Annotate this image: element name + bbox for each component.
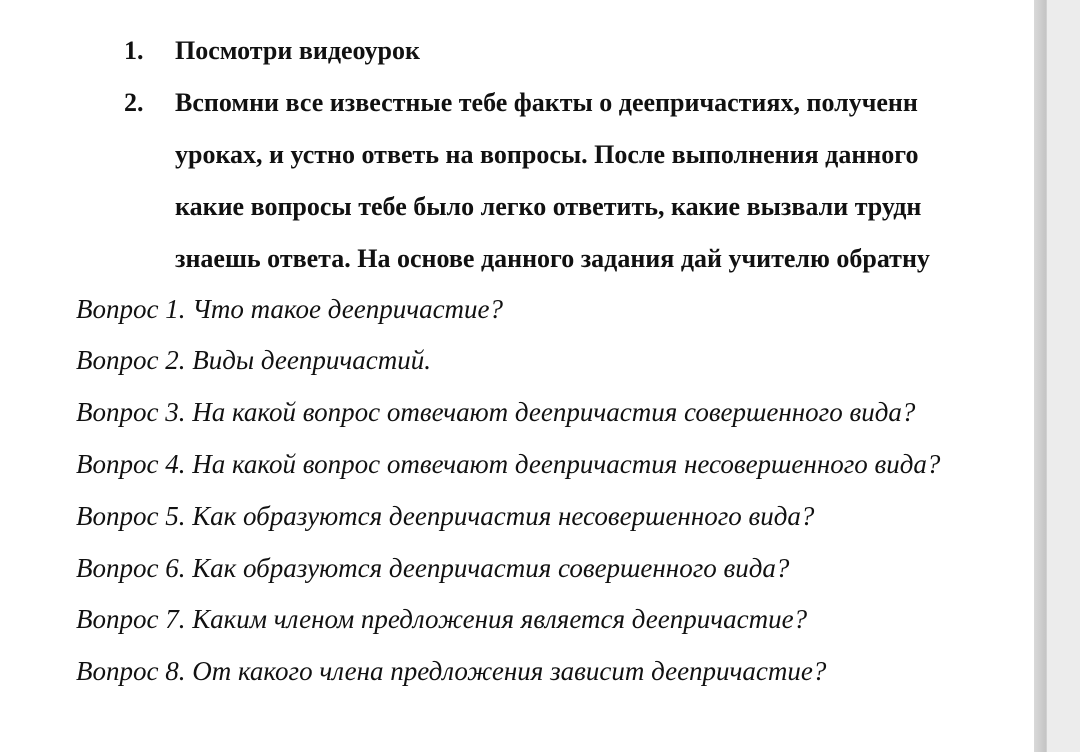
instruction-2-line-2: уроках, и устно ответь на вопросы. После выполнения данного — [175, 140, 919, 169]
list-number-1: 1. — [124, 36, 144, 65]
question-5: Вопрос 5. Как образуются деепричастия несовершенного вида? — [76, 501, 815, 531]
question-6: Вопрос 6. Как образуются деепричастия совершенного вида? — [76, 553, 790, 583]
list-number-2: 2. — [124, 88, 144, 117]
question-8: Вопрос 8. От какого члена предложения зависит деепричастие? — [76, 656, 827, 686]
instruction-2-line-3: какие вопросы тебе было легко ответить, какие вызвали трудн — [175, 192, 922, 221]
vertical-scrollbar[interactable] — [1046, 0, 1080, 752]
question-3: Вопрос 3. На какой вопрос отвечают деепричастия совершенного вида? — [76, 397, 916, 427]
instruction-2-line-1: Вспомни все известные тебе факты о деепричастиях, полученн — [175, 88, 918, 117]
instruction-1-line-1: Посмотри видеоурок — [175, 36, 420, 65]
question-1: Вопрос 1. Что такое деепричастие? — [76, 294, 504, 324]
question-4: Вопрос 4. На какой вопрос отвечают деепричастия несовершенного вида? — [76, 449, 941, 479]
question-2: Вопрос 2. Виды деепричастий. — [76, 345, 431, 375]
question-7: Вопрос 7. Каким членом предложения является деепричастие? — [76, 604, 808, 634]
instruction-2-line-4: знаешь ответа. На основе данного задания дай учителю обратну — [175, 244, 930, 273]
page-edge-shadow — [1034, 0, 1046, 752]
